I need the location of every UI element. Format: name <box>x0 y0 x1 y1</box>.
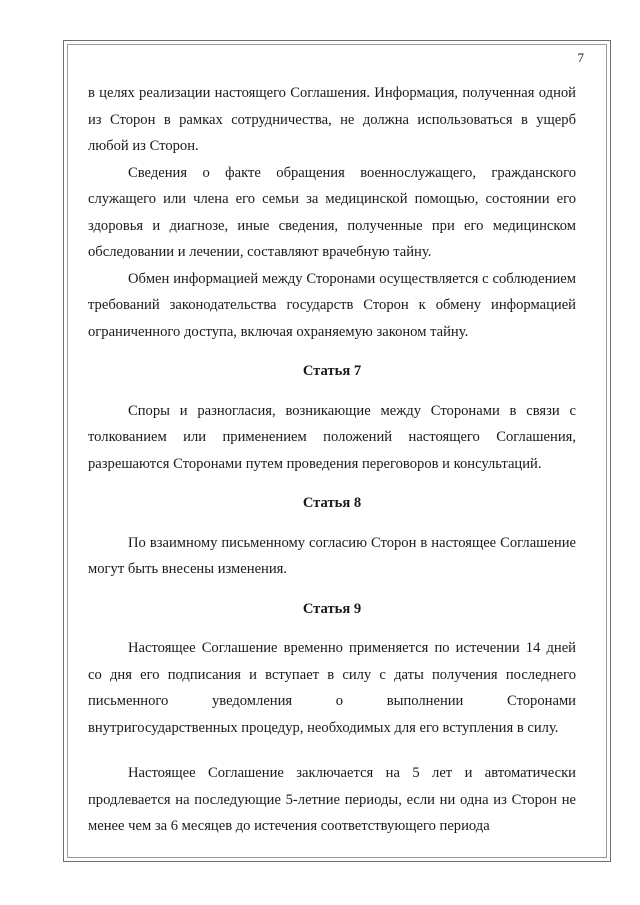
article-9-heading: Статья 9 <box>302 600 362 617</box>
article-9-text-1a: Настоящее Соглашение временно применяется по истечении 14 дней со дня его подписания и вступает в силу с даты получения последнего письменного уведомления о выполнении Сторонами <box>88 640 576 709</box>
article-7-text: Споры и разногласия, возникающие между Сторонами в связи с толкованием или применением положений настоящего Соглашения, разрешаются Сторонами путем проведения переговоров и консультаций. <box>88 402 576 472</box>
article-7-heading: Статья 7 <box>302 363 362 379</box>
spacer <box>88 741 576 760</box>
spacer <box>88 583 576 596</box>
paragraph-information-exchange: Обмен информацией между Сторонами осуществляется с соблюдением требований законодательства государств Сторон к обмену информацией ограниченного доступа, включая охраняемую законом тайну. <box>88 270 576 340</box>
spacer <box>88 477 576 490</box>
article-9-text-2: Настоящее Соглашение заключается на 5 лет и автоматически продлевается на последующие 5-летние периоды, если ни одна из Сторон не менее чем за 6 месяцев до истечения соответствующего периода <box>88 765 576 834</box>
spacer <box>88 385 576 398</box>
article-8-text: По взаимному письменному согласию Сторон в настоящее Соглашение могут быть внесены изменения. <box>88 534 576 577</box>
page-number: 7 <box>577 50 584 65</box>
spacer <box>88 345 576 358</box>
spacer <box>88 517 576 530</box>
spacer <box>88 622 576 635</box>
document-body <box>88 80 576 840</box>
paragraph-continuation: в целях реализации настоящего Соглашения. Информация, полученная одной из Сторон в рамках сотрудничества, не должна использоваться в ущерб любой из Сторон. <box>88 85 576 154</box>
article-9-text-1b: внутригосударственных процедур, необходимых для его вступления в силу. <box>88 719 559 736</box>
article-8-heading: Статья 8 <box>302 495 362 511</box>
paragraph-medical-secrecy: Сведения о факте обращения военнослужащего, гражданского служащего или члена его семьи за медицинской помощью, состоянии его здоровья и диагнозе, иные сведения, полученные при его медицинском обследовании и лечении, составляют врачебную тайну. <box>88 164 576 260</box>
